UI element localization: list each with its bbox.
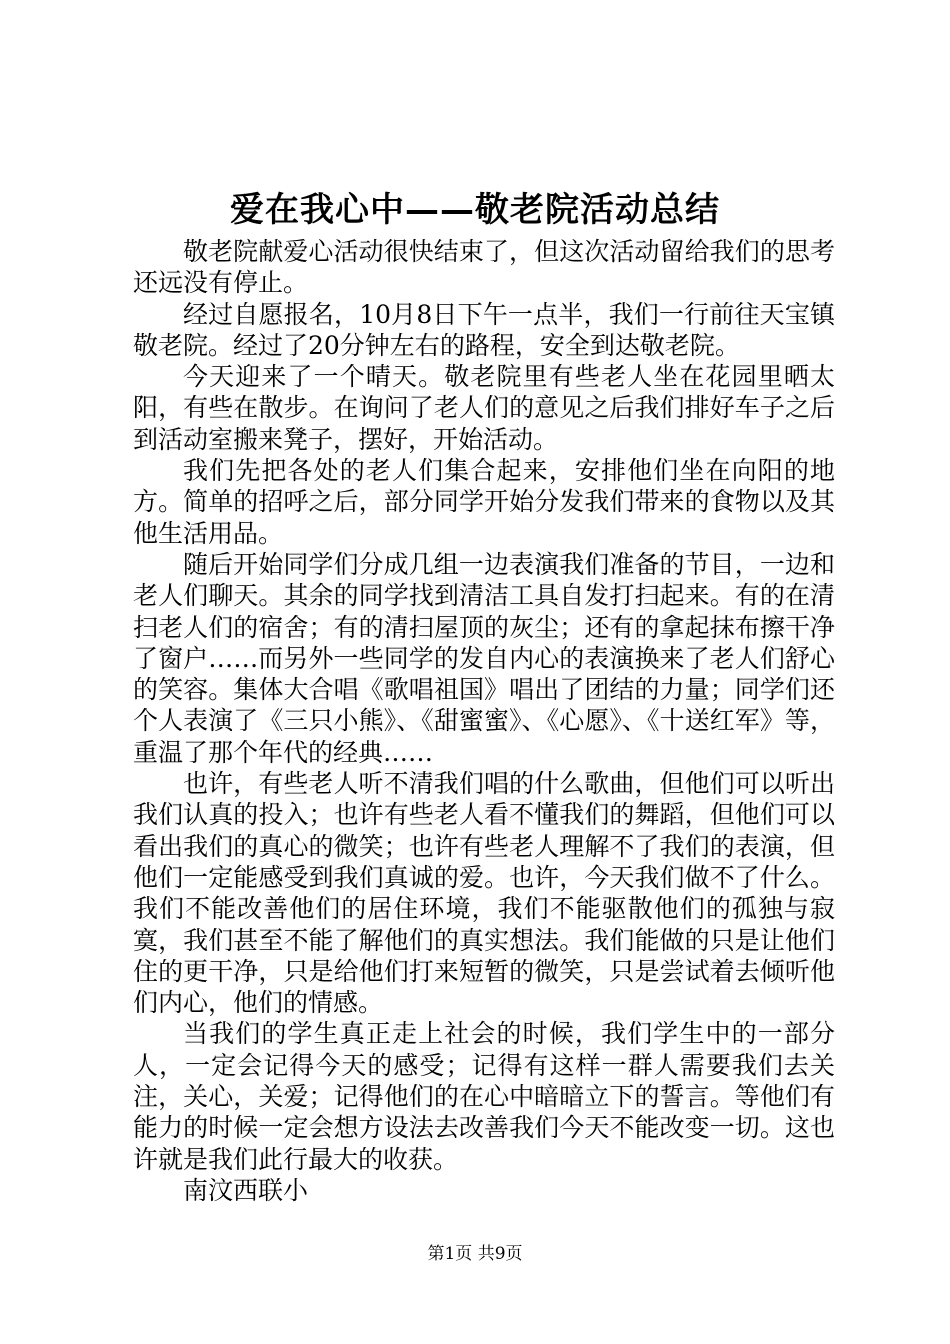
paragraph-4: 我们先把各处的老人们集合起来，安排他们坐在向阳的地方。简单的招呼之后，部分同学开始分发我们带来的食物以及其他生活用品。 bbox=[133, 456, 835, 548]
paragraph-2: 经过自愿报名，10月8日下午一点半，我们一行前往天宝镇敬老院。经过了20分钟左右的路程，安全到达敬老院。 bbox=[133, 299, 835, 360]
signature: 南汶西联小 bbox=[183, 1175, 309, 1205]
document-title: 爱在我心中——敬老院活动总结 bbox=[230, 190, 720, 230]
paragraph-3: 今天迎来了一个晴天。敬老院里有些老人坐在花园里晒太阳，有些在散步。在询问了老人们的意见之后我们排好车子之后到活动室搬来凳子，摆好，开始活动。 bbox=[133, 362, 835, 454]
paragraph-1: 敬老院献爱心活动很快结束了，但这次活动留给我们的思考还远没有停止。 bbox=[133, 237, 835, 298]
paragraph-6: 也许，有些老人听不清我们唱的什么歌曲，但他们可以听出我们认真的投入；也许有些老人看不懂我们的舞蹈，但他们可以看出我们的真心的微笑；也许有些老人理解不了我们的表演，但他们一定能感受到我们真诚的爱。也许，今天我们做不了什么。我们不能改善他们的居住环境，我们不能驱散他们的孤独与寂寞，我们甚至不能了解他们的真实想法。我们能做的只是让他们住的更干净，只是给他们打来短暂的微笑，只是尝试着去倾听他们内心，他们的情感。 bbox=[133, 769, 835, 1018]
paragraph-7: 当我们的学生真正走上社会的时候，我们学生中的一部分人，一定会记得今天的感受；记得有这样一群人需要我们去关注，关心，关爱；记得他们的在心中暗暗立下的誓言。等他们有能力的时候一定会想方设法去改善我们今天不能改变一切。这也许就是我们此行最大的收获。 bbox=[133, 1019, 835, 1174]
document-body bbox=[133, 236, 835, 1206]
page-footer: 第1页 共9页 bbox=[427, 1244, 523, 1264]
paragraph-5: 随后开始同学们分成几组一边表演我们准备的节目，一边和老人们聊天。其余的同学找到清洁工具自发打扫起来。有的在清扫老人们的宿舍；有的清扫屋顶的灰尘；还有的拿起抹布擦干净了窗户……而另外一些同学的发自内心的表演换来了老人们舒心的笑容。集体大合唱《歌唱祖国》唱出了团结的力量；同学们还个人表演了《三只小熊》、《甜蜜蜜》、《心愿》、《十送红军》等，重温了那个年代的经典…… bbox=[133, 549, 835, 767]
